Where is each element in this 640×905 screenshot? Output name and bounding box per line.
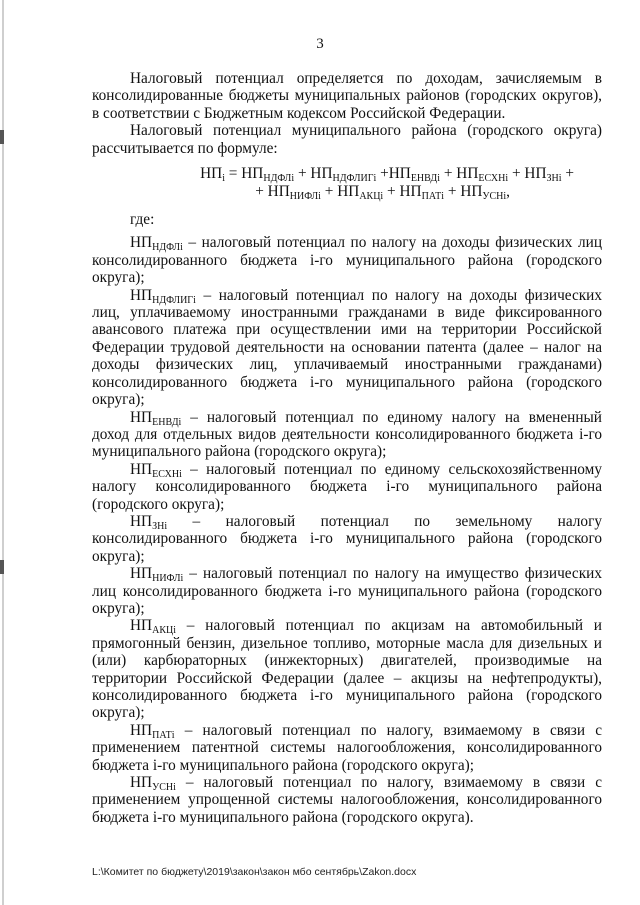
definition-subscript: ЗНi (152, 520, 168, 532)
formula-text: + НП (255, 183, 290, 201)
definition-symbol: НП (130, 617, 153, 635)
intro-paragraph: Налоговый потенциал муниципального района (городского округа) рассчитывается по формуле: (92, 122, 602, 157)
binder-mark (0, 560, 4, 574)
definition-text: – налоговый потенциал по налогу на доходы физических лиц консолидированного бюджета i-го муниципального района (городского округа); (92, 234, 602, 287)
formula-text: + (561, 165, 574, 183)
formula-subscript: ЗНi (546, 173, 562, 185)
definition-text: – налоговый потенциал по налогу, взимаемому в связи с применением патентной системы налогообложения, консолидированного бюджета i-го муниципального района (городского округа); (92, 721, 602, 774)
definition-text: – налоговый потенциал по единому сельскохозяйственному налогу консолидированного бюджета i-го муниципального района (городского округа); (92, 460, 602, 513)
definition-text: – налоговый потенциал по акцизам на автомобильный и прямогонный бензин, дизельное топливо, моторные масла для дизельных и (или) карбюраторных (инжекторных) двигателей, производимые на территории Российской Федерации (далее – акцизы на нефтепродукты), консолидированного бюджета i-го муниципального района (городского округа); (92, 617, 602, 722)
formula-subscript: НИФЛi (289, 191, 321, 203)
binder-mark (0, 130, 4, 144)
formula-subscript: НДФЛi (263, 173, 295, 185)
formula-subscript: ЕСХНi (478, 173, 509, 185)
definition-text: – налоговый потенциал по налогу, взимаемому в связи с применением упрощенной системы налогообложения, консолидированного бюджета i-го муниципального района (городского округа). (92, 774, 602, 826)
definition-item (92, 234, 602, 286)
definition-item (92, 774, 602, 826)
definition-text: – налоговый потенциал по единому налогу на вмененный доход для отдельных видов деятельности консолидированного бюджета i-го муниципального района (городского округа); (92, 408, 602, 461)
definition-item (92, 565, 602, 617)
definition-subscript: НИФЛi (152, 573, 184, 585)
definition-symbol: НП (130, 460, 153, 478)
definition-subscript: ПАТi (152, 729, 175, 741)
definition-text: – налоговый потенциал по налогу на доходы физических лиц, уплачиваемому иностранными гражданами в виде фиксированного авансового платежа при осуществлении ими на территории Российской Федерации трудовой деятельности на основании патента (далее – налог на доходы физических лиц, уплачиваемый иностранными гражданами) консолидированного бюджета i-го муниципального района (городского округа); (92, 286, 602, 409)
formula-subscript: НДФЛИГi (332, 173, 377, 185)
definition-subscript: НДФЛИГi (152, 294, 196, 306)
definition-text: – налоговый потенциал по налогу на имущество физических лиц консолидированного бюджета i-го муниципального района (городского округа); (92, 565, 602, 617)
footer-file-path: L:\Комитет по бюджету\2019\закон\закон мбо сентябрь\Zakon.docx (92, 866, 417, 878)
formula-subscript: УСНi (482, 191, 507, 203)
formula-line-2 (92, 183, 602, 201)
formula-text: + НП (320, 183, 360, 201)
definition-subscript: ЕСХНi (152, 468, 182, 480)
definition-text: – налоговый потенциал по земельному налогу консолидированного бюджета i-го муниципального района (городского округа); (92, 512, 602, 565)
formula-text: = НП (224, 165, 264, 183)
definition-item (92, 287, 602, 409)
definition-symbol: НП (130, 565, 153, 583)
formula-subscript: АКЦi (359, 191, 384, 203)
definition-item (92, 461, 602, 513)
formula-text: + НП (294, 165, 333, 183)
definition-item (92, 409, 602, 461)
formula-line-1 (92, 165, 602, 183)
definition-symbol: НП (130, 408, 153, 426)
definition-symbol: НП (130, 234, 153, 252)
definition-symbol: НП (130, 721, 153, 739)
definition-subscript: АКЦi (152, 625, 177, 637)
formula-text: + НП (440, 165, 479, 183)
where-label: где: (130, 211, 155, 229)
definition-symbol: НП (130, 512, 153, 530)
page-number: 3 (316, 36, 324, 52)
formula-text: + НП (383, 183, 422, 201)
formula-subscript: ЕНВДi (410, 173, 441, 185)
document-body (92, 70, 602, 826)
formula-text: НП (200, 165, 223, 183)
formula-text: + НП (508, 165, 547, 183)
formula-subscript: i (222, 173, 225, 185)
formula (92, 165, 602, 201)
formula-text: +НП (376, 165, 411, 183)
definition-subscript: ЕНВДi (152, 416, 182, 428)
definition-subscript: УСНi (152, 782, 176, 794)
formula-text: , (506, 183, 510, 201)
definition-subscript: НДФЛi (152, 242, 183, 254)
definitions-list (92, 234, 602, 826)
formula-subscript: ПАТi (421, 191, 445, 203)
definition-symbol: НП (130, 286, 153, 304)
definition-item (92, 722, 602, 774)
definition-symbol: НП (130, 774, 153, 792)
definition-item (92, 513, 602, 565)
formula-text: + НП (444, 183, 483, 201)
definition-item (92, 617, 602, 721)
intro-paragraph: Налоговый потенциал определяется по доходам, зачисляемым в консолидированные бюджеты муниципальных районов (городских округов), в соответствии с Бюджетным кодексом Российской Федерации. (92, 70, 602, 122)
